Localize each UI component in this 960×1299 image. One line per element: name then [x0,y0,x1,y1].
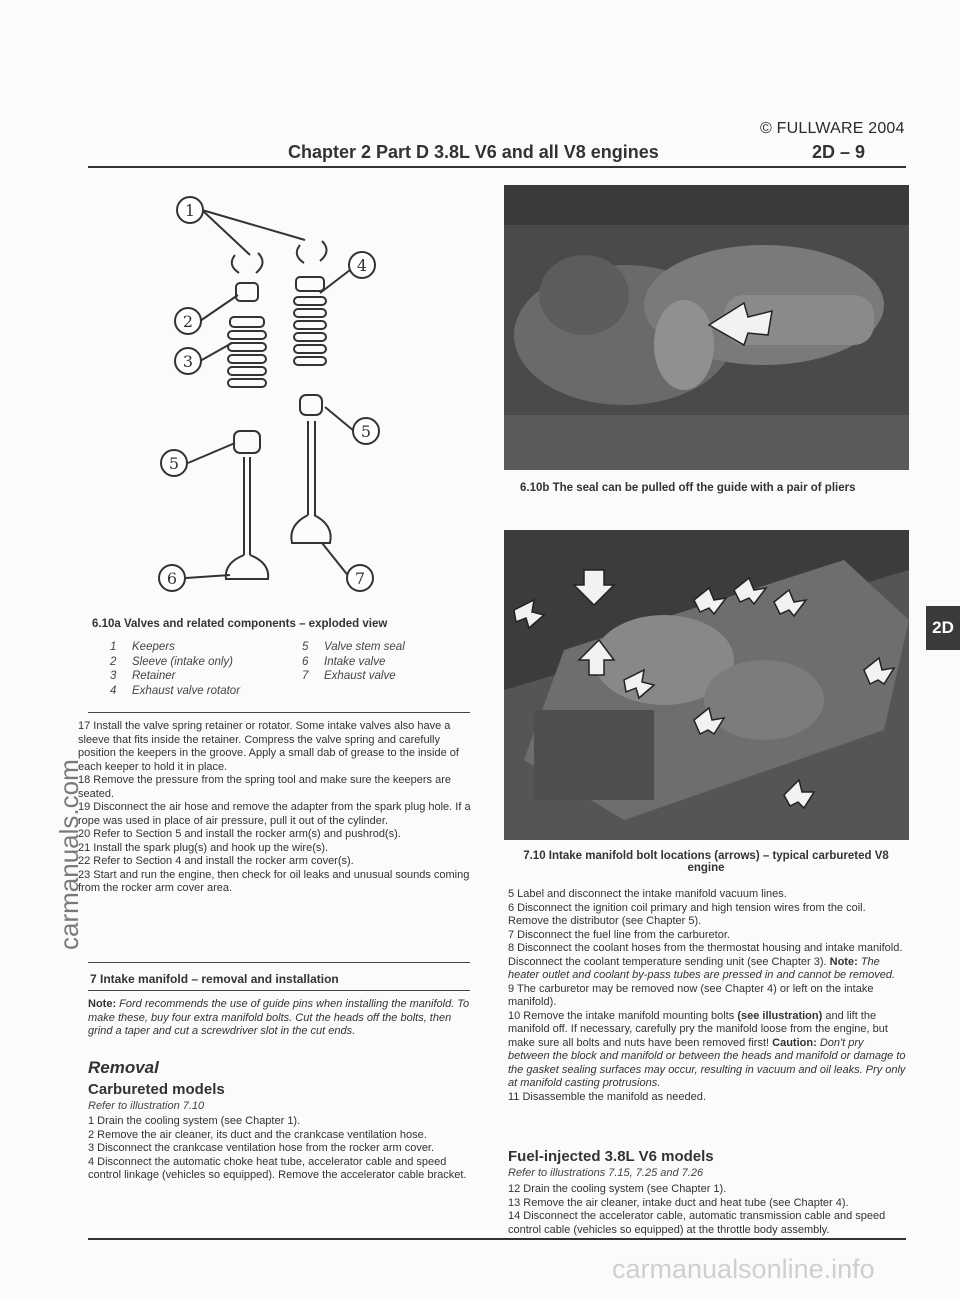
figure-6-10b-caption: 6.10b The seal can be pulled off the guide with a pair of pliers [520,482,856,494]
step-19: 19 Disconnect the air hose and remove the adapter from the spark plug hole. If a rope was used in place of air pressure, pull it out of the cylinder. [78,801,471,827]
step-3: 3 Disconnect the crankcase ventilation hose from the rocker arm cover. [88,1142,435,1154]
photo-valve-seal-pliers [504,185,909,470]
svg-text:7: 7 [354,569,366,588]
page-number: 2D – 9 [812,142,866,162]
callout-5-left [161,450,187,476]
fuel-injected-heading: Fuel-injected 3.8L V6 models [508,1148,714,1165]
legend-item: 3 Retainer [110,670,176,682]
footer-rule [88,1238,906,1240]
section-rule-bottom [88,990,470,991]
callout-6 [159,565,185,591]
figure-7-10-caption: 7.10 Intake manifold bolt locations (arrows) – typical carbureted V8 engine [523,850,889,874]
step-4: 4 Disconnect the automatic choke heat tube, accelerator cable and speed control linkage (vehicles so equipped). Remove the accelerator cable bracket. [88,1155,467,1181]
step-17: 17 Install the valve spring retainer or rotator. Some intake valves also have a sleeve that fits inside the retainer. Compress the valve spring and carefully position the keepers in the groove. Apply a small dab of grease to the inside of each keeper to hold it in place. [78,720,459,773]
fuel-injected-refer: Refer to illustrations 7.15, 7.25 and 7.26 [508,1167,704,1179]
fuel-injected-steps [508,1183,908,1237]
svg-text:3: 3 [182,352,194,371]
step-11: 11 Disassemble the manifold as needed. [508,1090,706,1103]
header-rule [88,166,906,168]
removal-heading: Removal [88,1058,159,1077]
step-23: 23 Start and run the engine, then check for oil leaks and unusual sounds coming from the rocker arm cover area. [78,868,470,894]
svg-text:4: 4 [356,256,368,275]
valve-exploded-diagram [150,185,410,595]
legend-item: 5 Valve stem seal [302,641,405,653]
step-6: 6 Disconnect the ignition coil primary and high tension wires from the coil. Remove the distributor (see Chapter 5). [508,901,866,927]
section-rule-top [88,962,470,963]
svg-text:6: 6 [166,569,178,588]
figure-6-10a-legend-left [110,640,290,698]
step-18: 18 Remove the pressure from the spring tool and make sure the keepers are seated. [78,774,451,800]
chapter-side-tab: 2D [926,606,960,650]
step-10: 10 Remove the intake manifold mounting bolts (see illustration) and lift the manifold off. If necessary, carefully pry the manifold loose from the engine, but make sure all bolts and nuts have been removed first! Caution: Don't pry between the block and manifold or between the heads and manifold or damage to the gasket sealing surfaces may occur, resulting in vacuum and oil leaks. Pry only at manifold casting protrusions. [508,1009,906,1089]
step-8: 8 Disconnect the coolant hoses from the thermostat housing and intake manifold. Disconnect the coolant temperature sending unit (see Chapter 3). Note: The heater outlet and coolant by-pass tubes are pressed in and cannot be removed. [508,942,903,981]
callout-4 [349,252,375,278]
legend-item: 2 Sleeve (intake only) [110,655,233,668]
left-steps [78,720,474,896]
step-14: 14 Disconnect the accelerator cable, automatic transmission cable and speed control cable (vehicles so equipped) at the throttle body assembly. [508,1210,886,1236]
legend-item: 1 Keepers [110,641,175,653]
step-12: 12 Drain the cooling system (see Chapter 1). [508,1183,727,1195]
step-22: 22 Refer to Section 4 and install the rocker arm cover(s). [78,855,354,867]
chapter-title: Chapter 2 Part D 3.8L V6 and all V8 engines [288,142,659,162]
right-steps [508,888,908,1104]
step-21: 21 Install the spark plug(s) and hook up the wire(s). [78,841,329,854]
svg-text:5: 5 [360,422,372,441]
step-9: 9 The carburetor may be removed now (see Chapter 4) or left on the intake manifold). [508,982,874,1008]
bottom-watermark: carmanualsonline.info [612,1254,875,1284]
photo-intake-manifold [504,530,909,840]
callout-7 [347,565,373,591]
svg-text:1: 1 [184,201,196,220]
vertical-watermark: carmanuals.com [54,759,84,950]
section-7-note: Note: Ford recommends the use of guide pins when installing the manifold. To make these, buy four extra manifold bolts. Cut the heads off the bolts, then grind a taper and cut a screwdriver slot in the cut ends. [88,998,470,1037]
step-1: 1 Drain the cooling system (see Chapter 1). [88,1115,301,1127]
svg-text:2: 2 [182,312,194,331]
figure-6-10a-caption: 6.10a Valves and related components – exploded view [92,618,388,630]
step-7: 7 Disconnect the fuel line from the carburetor. [508,928,730,941]
figure-rule [88,712,470,713]
step-20: 20 Refer to Section 5 and install the rocker arm(s) and pushrod(s). [78,828,401,840]
callout-3 [175,348,201,374]
legend-item: 6 Intake valve [302,655,386,668]
legend-item: 4 Exhaust valve rotator [110,684,241,697]
step-5: 5 Label and disconnect the intake manifold vacuum lines. [508,888,787,900]
legend-item: 7 Exhaust valve [302,670,396,682]
copyright-notice: © FULLWARE 2004 [760,120,905,137]
callout-1 [177,197,203,223]
callout-5-right [353,418,379,444]
carbureted-heading: Carbureted models [88,1081,225,1098]
carbureted-refer: Refer to illustration 7.10 [88,1100,205,1112]
carbureted-steps [88,1115,474,1183]
figure-6-10a-legend-right [302,640,462,684]
svg-text:5: 5 [168,454,180,473]
callout-2 [175,308,201,334]
step-13: 13 Remove the air cleaner, intake duct and heat tube (see Chapter 4). [508,1196,849,1209]
section-7-title: 7 Intake manifold – removal and installation [90,972,339,986]
step-2: 2 Remove the air cleaner, its duct and the crankcase ventilation hose. [88,1128,427,1141]
